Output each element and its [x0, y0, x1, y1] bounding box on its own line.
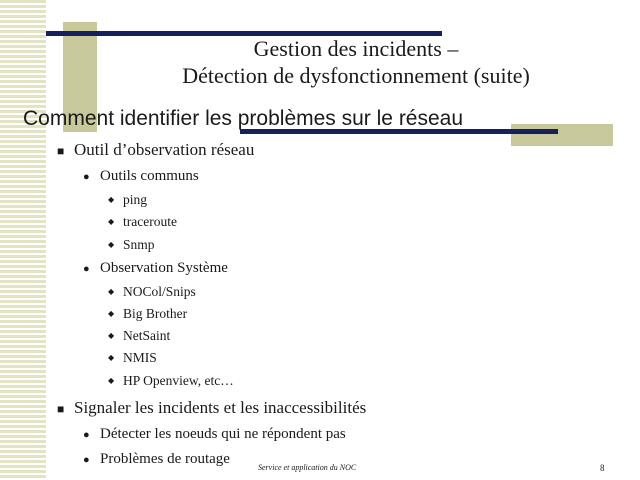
- list-item: [108, 214, 177, 230]
- round-bullet-icon: ●: [83, 171, 90, 183]
- list-item: [108, 373, 234, 389]
- list-item-label: NetSaint: [123, 328, 171, 343]
- round-bullet-icon: ●: [83, 454, 90, 466]
- list-item-group-2: [83, 260, 228, 277]
- list-item: [108, 192, 147, 208]
- list-item: [83, 426, 346, 443]
- diamond-bullet-icon: ◆: [108, 195, 115, 204]
- list-item: [108, 237, 155, 253]
- list-item: [108, 284, 196, 300]
- slide-title: [100, 35, 612, 89]
- list-item: [108, 350, 157, 366]
- list-item-label: HP Openview, etc…: [123, 373, 234, 388]
- diamond-bullet-icon: ◆: [108, 331, 115, 340]
- round-bullet-icon: ●: [83, 263, 90, 275]
- list-item-label: Outils communs: [100, 168, 199, 184]
- list-item-label: Snmp: [123, 237, 155, 252]
- list-item-label: Observation Système: [100, 260, 228, 276]
- list-item-label: NOCol/Snips: [123, 284, 196, 299]
- list-item-label: Outil d’observation réseau: [74, 140, 255, 159]
- list-item-label: Big Brother: [123, 306, 188, 321]
- list-item-label: ping: [123, 192, 148, 207]
- diamond-bullet-icon: ◆: [108, 240, 115, 249]
- page-number: 8: [600, 463, 605, 473]
- list-item-group-1: [83, 168, 199, 185]
- list-item: [108, 328, 170, 344]
- list-item: [108, 306, 187, 322]
- decorative-stripes: [0, 0, 46, 480]
- square-bullet-icon: ■: [57, 402, 65, 416]
- diamond-bullet-icon: ◆: [108, 309, 115, 318]
- footer-text: Service et application du NOC: [258, 463, 357, 472]
- square-bullet-icon: ■: [57, 144, 65, 158]
- list-item-section-2: [57, 398, 366, 418]
- list-item-section-1: [57, 140, 254, 160]
- list-item: [83, 451, 230, 468]
- diamond-bullet-icon: ◆: [108, 217, 115, 226]
- round-bullet-icon: ●: [83, 429, 90, 441]
- diamond-bullet-icon: ◆: [108, 376, 115, 385]
- decorative-olive-block-right: [511, 124, 613, 146]
- slide-subtitle: Comment identifier les problèmes sur le réseau: [23, 107, 464, 130]
- list-item-label: traceroute: [123, 214, 177, 229]
- list-item-label: Détecter les noeuds qui ne répondent pas: [100, 426, 346, 442]
- diamond-bullet-icon: ◆: [108, 287, 115, 296]
- diamond-bullet-icon: ◆: [108, 353, 115, 362]
- slide-title-line-2: Détection de dysfonctionnement (suite): [182, 63, 530, 88]
- slide-title-line-1: Gestion des incidents –: [253, 36, 459, 61]
- list-item-label: Signaler les incidents et les inaccessibilités: [74, 398, 367, 417]
- list-item-label: Problèmes de routage: [100, 451, 230, 467]
- list-item-label: NMIS: [123, 350, 157, 365]
